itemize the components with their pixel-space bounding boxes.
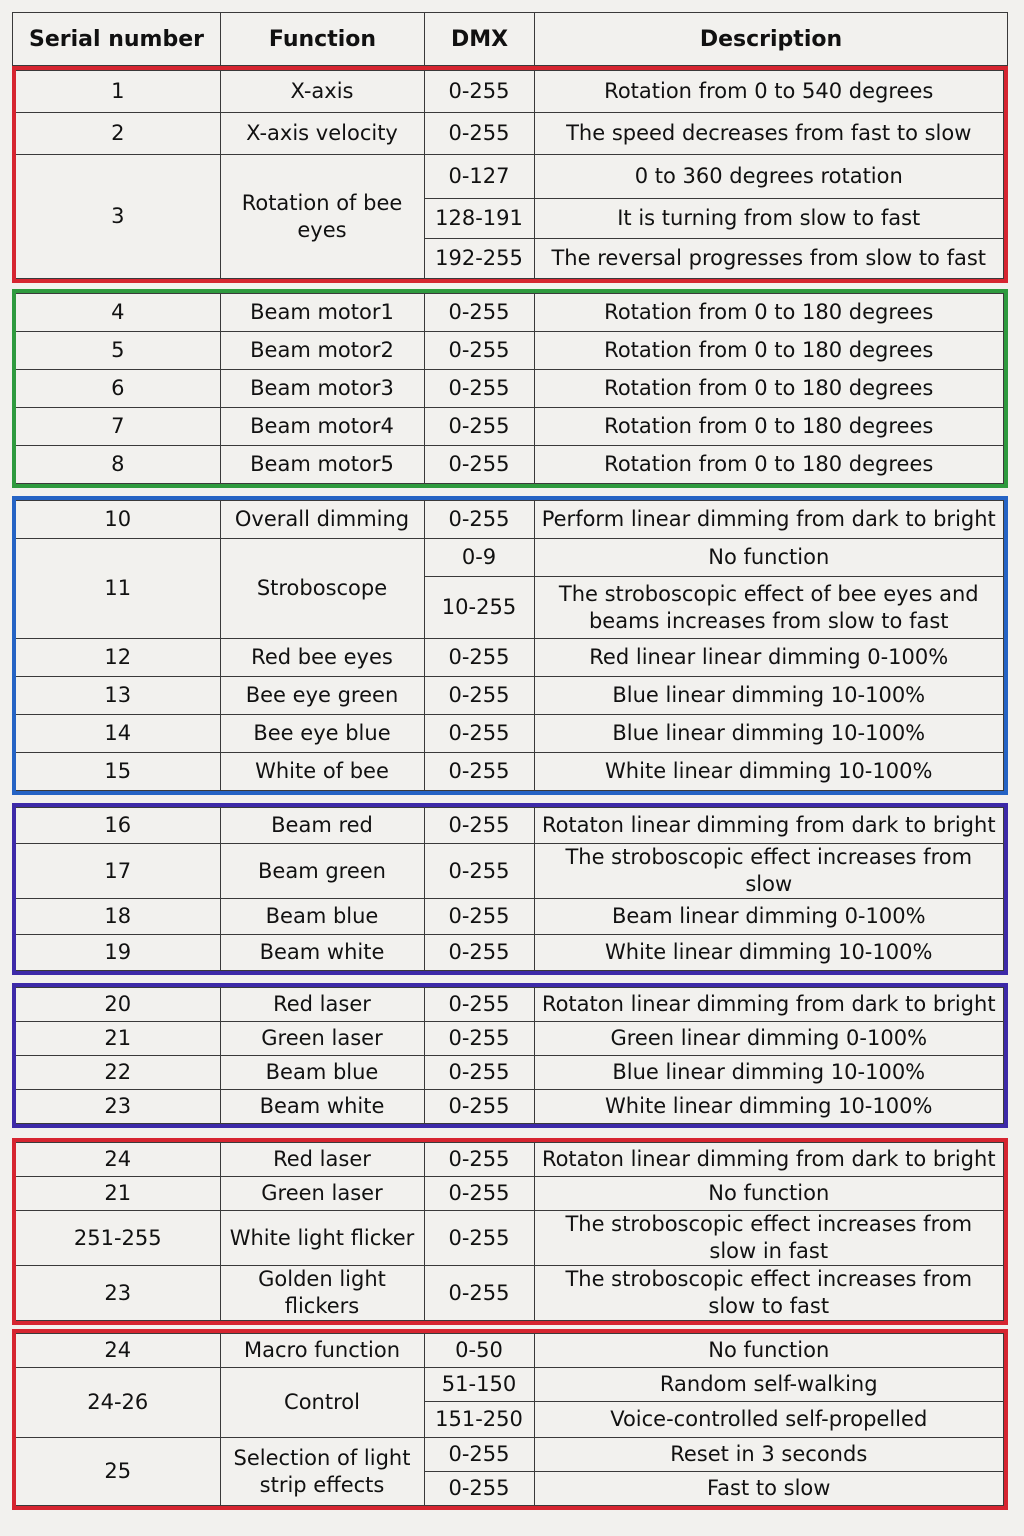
serial-cell: 17 xyxy=(16,844,220,899)
serial-cell: 24-26 xyxy=(16,1368,220,1438)
dmx-cell: 0-255 xyxy=(424,935,534,971)
function-cell: Red bee eyes xyxy=(220,639,424,677)
description-cell: White linear dimming 10-100% xyxy=(534,1090,1004,1124)
description-cell: The stroboscopic effect increases from slow xyxy=(534,844,1004,899)
serial-cell: 251-255 xyxy=(16,1211,220,1266)
table-row xyxy=(16,370,1004,408)
function-cell: Green laser xyxy=(220,1177,424,1211)
function-cell: Golden light flickers xyxy=(220,1266,424,1321)
table-row xyxy=(16,715,1004,753)
header-dmx: DMX xyxy=(425,13,535,66)
dmx-cell: 0-255 xyxy=(424,1266,534,1321)
dmx-cell: 51-150 xyxy=(424,1368,534,1402)
description-cell: The stroboscopic effect of bee eyes and beams increases from slow to fast xyxy=(534,577,1004,639)
dmx-cell: 0-255 xyxy=(424,446,534,484)
table-row xyxy=(16,1368,1004,1402)
description-cell: Reset in 3 seconds xyxy=(534,1438,1004,1472)
description-cell: Beam linear dimming 0-100% xyxy=(534,899,1004,935)
table-row xyxy=(16,1143,1004,1177)
description-cell: No function xyxy=(534,539,1004,577)
function-cell: Control xyxy=(220,1368,424,1438)
function-cell: X-axis xyxy=(220,71,424,113)
description-cell: Fast to slow xyxy=(534,1472,1004,1506)
channel-group xyxy=(12,289,1008,488)
function-cell: Beam motor3 xyxy=(220,370,424,408)
serial-cell: 25 xyxy=(16,1438,220,1506)
dmx-cell: 0-255 xyxy=(424,639,534,677)
serial-cell: 20 xyxy=(16,988,220,1022)
serial-cell: 23 xyxy=(16,1090,220,1124)
description-cell: White linear dimming 10-100% xyxy=(534,753,1004,791)
serial-cell: 13 xyxy=(16,677,220,715)
dmx-cell: 0-255 xyxy=(424,1472,534,1506)
dmx-cell: 0-50 xyxy=(424,1334,534,1368)
dmx-cell: 0-255 xyxy=(424,294,534,332)
dmx-cell: 0-255 xyxy=(424,113,534,155)
function-cell: Bee eye blue xyxy=(220,715,424,753)
description-cell: White linear dimming 10-100% xyxy=(534,935,1004,971)
description-cell: Voice-controlled self-propelled xyxy=(534,1402,1004,1438)
channel-group xyxy=(12,1138,1008,1325)
function-cell: Red laser xyxy=(220,988,424,1022)
table-row xyxy=(16,446,1004,484)
description-cell: Perform linear dimming from dark to bright xyxy=(534,501,1004,539)
dmx-cell: 0-255 xyxy=(424,332,534,370)
function-cell: Macro function xyxy=(220,1334,424,1368)
table-row xyxy=(16,1334,1004,1368)
serial-cell: 18 xyxy=(16,899,220,935)
channel-group-table xyxy=(16,1333,1004,1506)
table-row xyxy=(16,71,1004,113)
description-cell: Rotation from 0 to 180 degrees xyxy=(534,408,1004,446)
serial-cell: 6 xyxy=(16,370,220,408)
dmx-cell: 0-255 xyxy=(424,408,534,446)
description-cell: Green linear dimming 0-100% xyxy=(534,1022,1004,1056)
description-cell: The speed decreases from fast to slow xyxy=(534,113,1004,155)
table-row xyxy=(16,1266,1004,1321)
description-cell: The stroboscopic effect increases from slow to fast xyxy=(534,1266,1004,1321)
dmx-cell: 0-255 xyxy=(424,1438,534,1472)
dmx-cell: 151-250 xyxy=(424,1402,534,1438)
description-cell: Rotaton linear dimming from dark to bright xyxy=(534,988,1004,1022)
serial-cell: 3 xyxy=(16,155,220,279)
table-row xyxy=(16,844,1004,899)
channel-groups xyxy=(12,66,1008,1510)
channel-group-table xyxy=(16,70,1004,279)
description-cell: Rotation from 0 to 180 degrees xyxy=(534,446,1004,484)
serial-cell: 2 xyxy=(16,113,220,155)
dmx-cell: 0-255 xyxy=(424,808,534,844)
dmx-cell: 0-255 xyxy=(424,988,534,1022)
dmx-cell: 128-191 xyxy=(424,199,534,239)
function-cell: Beam motor2 xyxy=(220,332,424,370)
dmx-cell: 0-9 xyxy=(424,539,534,577)
dmx-cell: 0-127 xyxy=(424,155,534,199)
function-cell: Beam green xyxy=(220,844,424,899)
function-cell: X-axis velocity xyxy=(220,113,424,155)
table-row xyxy=(16,808,1004,844)
table-row xyxy=(16,677,1004,715)
serial-cell: 7 xyxy=(16,408,220,446)
description-cell: The stroboscopic effect increases from slow in fast xyxy=(534,1211,1004,1266)
function-cell: Stroboscope xyxy=(220,539,424,639)
function-cell: Rotation of bee eyes xyxy=(220,155,424,279)
dmx-cell: 0-255 xyxy=(424,1056,534,1090)
header-function: Function xyxy=(221,13,425,66)
channel-group xyxy=(12,983,1008,1128)
serial-cell: 19 xyxy=(16,935,220,971)
dmx-cell: 0-255 xyxy=(424,370,534,408)
channel-group xyxy=(12,1329,1008,1510)
table-row xyxy=(16,1022,1004,1056)
table-row xyxy=(16,1056,1004,1090)
table-row xyxy=(16,1211,1004,1266)
serial-cell: 16 xyxy=(16,808,220,844)
description-cell: Blue linear dimming 10-100% xyxy=(534,1056,1004,1090)
table-row xyxy=(16,1438,1004,1472)
table-row xyxy=(16,113,1004,155)
description-cell: Rotation from 0 to 540 degrees xyxy=(534,71,1004,113)
description-cell: It is turning from slow to fast xyxy=(534,199,1004,239)
function-cell: Beam red xyxy=(220,808,424,844)
serial-cell: 21 xyxy=(16,1022,220,1056)
dmx-cell: 0-255 xyxy=(424,1022,534,1056)
serial-cell: 1 xyxy=(16,71,220,113)
table-row xyxy=(16,639,1004,677)
description-cell: The reversal progresses from slow to fast xyxy=(534,239,1004,279)
function-cell: Green laser xyxy=(220,1022,424,1056)
serial-cell: 4 xyxy=(16,294,220,332)
serial-cell: 8 xyxy=(16,446,220,484)
dmx-cell: 0-255 xyxy=(424,1090,534,1124)
serial-cell: 5 xyxy=(16,332,220,370)
channel-group xyxy=(12,496,1008,795)
function-cell: Beam motor1 xyxy=(220,294,424,332)
dmx-cell: 0-255 xyxy=(424,753,534,791)
table-row xyxy=(16,539,1004,577)
channel-group-table xyxy=(16,1142,1004,1321)
table-row xyxy=(16,1090,1004,1124)
dmx-cell: 0-255 xyxy=(424,844,534,899)
serial-cell: 24 xyxy=(16,1334,220,1368)
serial-cell: 11 xyxy=(16,539,220,639)
table-row xyxy=(16,332,1004,370)
description-cell: Random self-walking xyxy=(534,1368,1004,1402)
dmx-cell: 0-255 xyxy=(424,677,534,715)
dmx-cell: 0-255 xyxy=(424,71,534,113)
table-row xyxy=(16,501,1004,539)
channel-group-table xyxy=(16,293,1004,484)
channel-group xyxy=(12,66,1008,283)
description-cell: Rotaton linear dimming from dark to bright xyxy=(534,1143,1004,1177)
serial-cell: 24 xyxy=(16,1143,220,1177)
header-description: Description xyxy=(535,13,1008,66)
serial-cell: 23 xyxy=(16,1266,220,1321)
channel-group xyxy=(12,803,1008,975)
description-cell: No function xyxy=(534,1177,1004,1211)
channel-group-table xyxy=(16,987,1004,1124)
serial-cell: 14 xyxy=(16,715,220,753)
serial-cell: 12 xyxy=(16,639,220,677)
serial-cell: 22 xyxy=(16,1056,220,1090)
serial-cell: 15 xyxy=(16,753,220,791)
dmx-cell: 0-255 xyxy=(424,1177,534,1211)
dmx-cell: 0-255 xyxy=(424,715,534,753)
dmx-cell: 0-255 xyxy=(424,501,534,539)
description-cell: Rotation from 0 to 180 degrees xyxy=(534,332,1004,370)
function-cell: Bee eye green xyxy=(220,677,424,715)
description-cell: Blue linear dimming 10-100% xyxy=(534,677,1004,715)
table-row xyxy=(16,408,1004,446)
table-row xyxy=(16,753,1004,791)
table-row xyxy=(16,155,1004,199)
description-cell: Red linear linear dimming 0-100% xyxy=(534,639,1004,677)
description-cell: 0 to 360 degrees rotation xyxy=(534,155,1004,199)
dmx-cell: 0-255 xyxy=(424,899,534,935)
function-cell: Overall dimming xyxy=(220,501,424,539)
description-cell: Blue linear dimming 10-100% xyxy=(534,715,1004,753)
function-cell: White light flicker xyxy=(220,1211,424,1266)
table-row xyxy=(16,935,1004,971)
header-table xyxy=(12,12,1008,66)
dmx-cell: 10-255 xyxy=(424,577,534,639)
description-cell: No function xyxy=(534,1334,1004,1368)
function-cell: Beam white xyxy=(220,1090,424,1124)
function-cell: White of bee xyxy=(220,753,424,791)
description-cell: Rotation from 0 to 180 degrees xyxy=(534,294,1004,332)
channel-group-table xyxy=(16,807,1004,971)
dmx-cell: 192-255 xyxy=(424,239,534,279)
description-cell: Rotation from 0 to 180 degrees xyxy=(534,370,1004,408)
dmx-channel-table xyxy=(12,12,1008,1510)
channel-group-table xyxy=(16,500,1004,791)
table-row xyxy=(16,988,1004,1022)
dmx-cell: 0-255 xyxy=(424,1143,534,1177)
function-cell: Beam blue xyxy=(220,899,424,935)
function-cell: Beam white xyxy=(220,935,424,971)
function-cell: Beam motor4 xyxy=(220,408,424,446)
serial-cell: 10 xyxy=(16,501,220,539)
header-serial: Serial number xyxy=(13,13,221,66)
dmx-cell: 0-255 xyxy=(424,1211,534,1266)
function-cell: Red laser xyxy=(220,1143,424,1177)
serial-cell: 21 xyxy=(16,1177,220,1211)
table-row xyxy=(16,1177,1004,1211)
description-cell: Rotaton linear dimming from dark to bright xyxy=(534,808,1004,844)
table-row xyxy=(16,294,1004,332)
function-cell: Beam blue xyxy=(220,1056,424,1090)
table-row xyxy=(16,899,1004,935)
function-cell: Beam motor5 xyxy=(220,446,424,484)
function-cell: Selection of light strip effects xyxy=(220,1438,424,1506)
